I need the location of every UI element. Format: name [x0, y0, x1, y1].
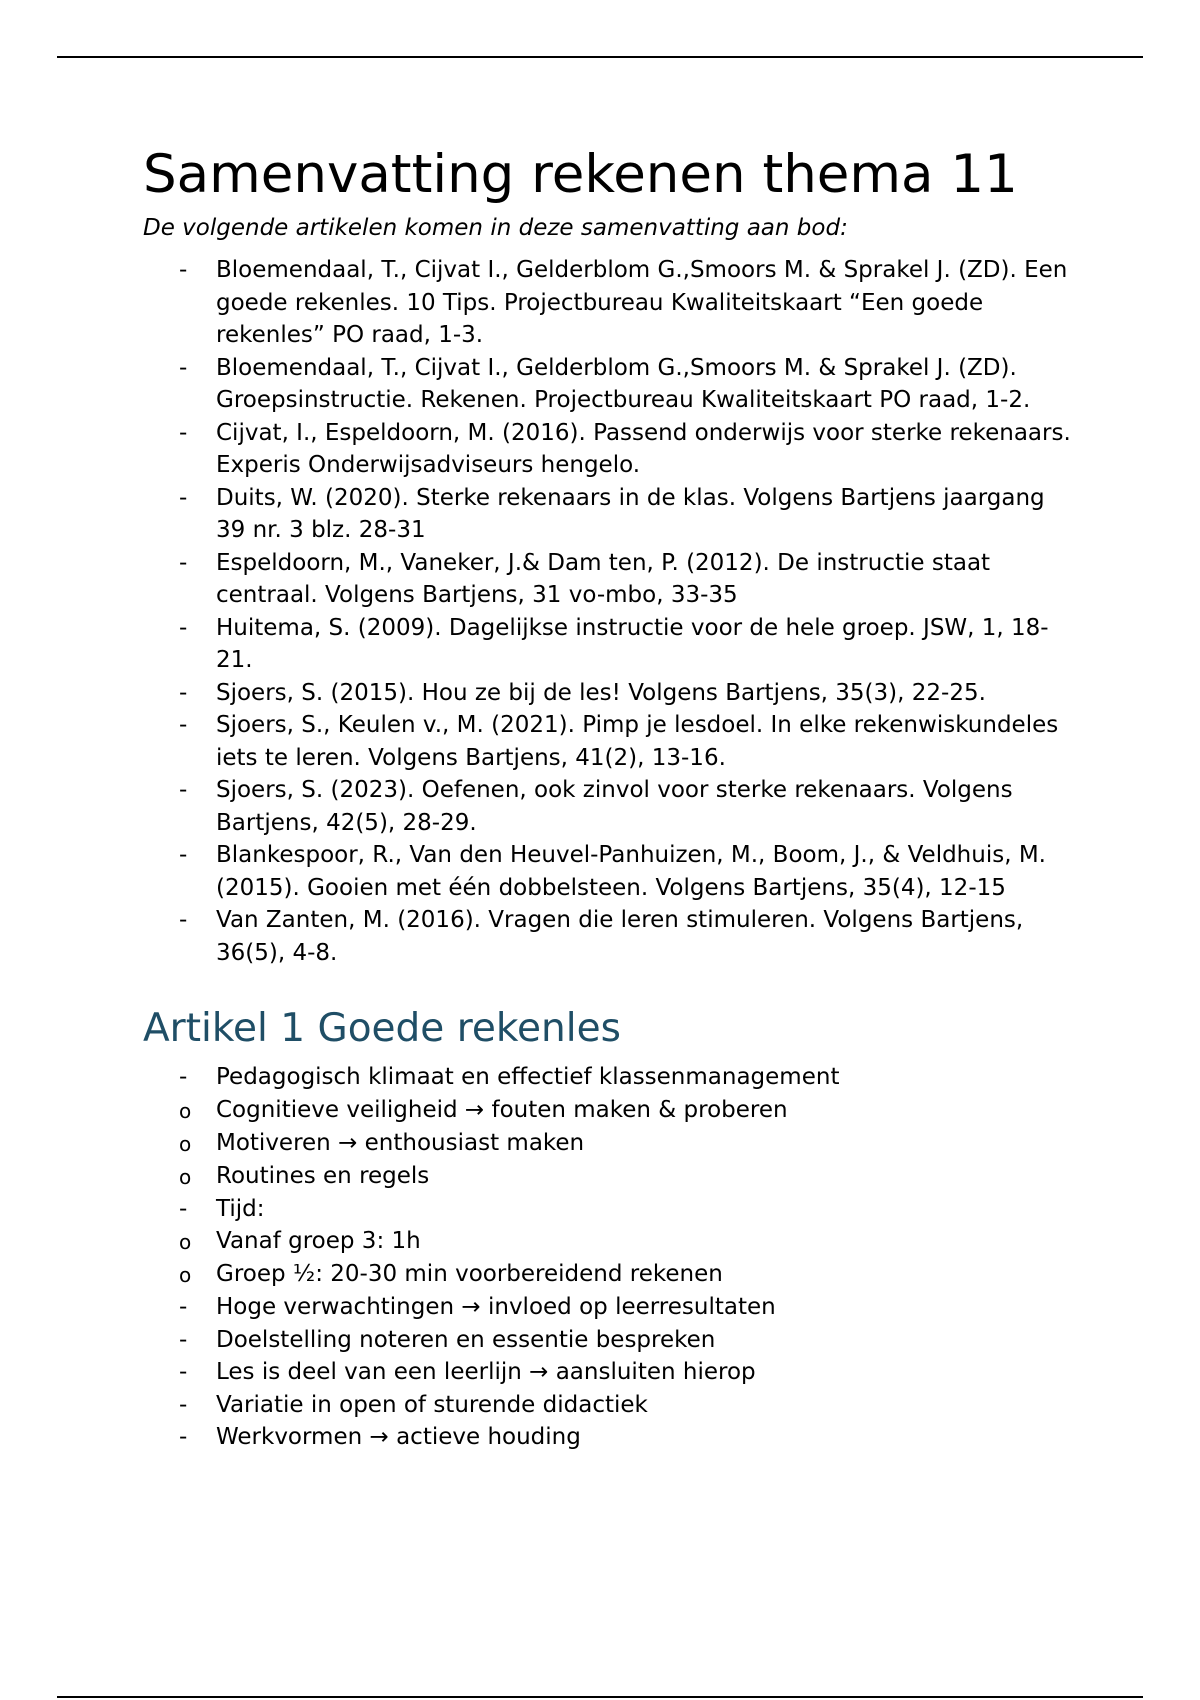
- circle-bullet: o: [179, 1230, 192, 1254]
- dash-bullet: -: [179, 354, 188, 381]
- document-body: [143, 138, 1073, 1454]
- dash-bullet: -: [179, 712, 188, 738]
- sub-point-item: [143, 1160, 1073, 1193]
- dash-bullet: -: [179, 1424, 188, 1450]
- reference-item: [143, 677, 1073, 710]
- circle-bullet: o: [179, 1131, 192, 1156]
- point-text: Variatie in open of sturende didactiek: [216, 1391, 648, 1418]
- reference-text: Bloemendaal, T., Cijvat I., Gelderblom G.,Smoors M. & Sprakel J. (ZD). Een goede rekenles. 10 Tips. Projectbureau Kwaliteitskaart “Een goede rekenles” PO raad, 1-3.: [216, 257, 1068, 348]
- reference-item: [143, 904, 1073, 969]
- dash-bullet: -: [179, 614, 188, 641]
- page-subtitle: De volgende artikelen komen in deze samenvatting aan bod:: [143, 215, 848, 241]
- reference-text: Cijvat, I., Espeldoorn, M. (2016). Passend onderwijs voor sterke rekenaars. Experis Onderwijsadviseurs hengelo.: [216, 419, 1071, 478]
- section-point-list: [143, 1061, 1073, 1094]
- header-rule: [57, 56, 1143, 58]
- reference-item: [143, 774, 1073, 839]
- point-item: [143, 1061, 1073, 1094]
- reference-text: Duits, W. (2020). Sterke rekenaars in de klas. Volgens Bartjens jaargang 39 nr. 3 blz. 28-31: [216, 484, 1045, 543]
- sub-point-item: [143, 1094, 1073, 1127]
- reference-item: [143, 352, 1073, 417]
- point-item: [143, 1291, 1073, 1324]
- dash-bullet: -: [179, 842, 188, 868]
- point-text: Hoge verwachtingen → invloed op leerresultaten: [216, 1294, 776, 1320]
- dash-bullet: -: [179, 1195, 188, 1222]
- reference-text: Sjoers, S. (2023). Oefenen, ook zinvol voor sterke rekenaars. Volgens Bartjens, 42(5), 28-29.: [216, 777, 1013, 836]
- reference-item: [143, 547, 1073, 612]
- reference-item: [143, 254, 1073, 352]
- reference-item: [143, 709, 1073, 774]
- dash-bullet: -: [179, 777, 188, 803]
- dash-bullet: -: [179, 419, 188, 446]
- point-text: Pedagogisch klimaat en effectief klassenmanagement: [216, 1064, 840, 1090]
- dash-bullet: -: [179, 257, 188, 283]
- point-text: Tijd:: [216, 1195, 265, 1222]
- sub-point-text: Cognitieve veiligheid → fouten maken & proberen: [216, 1096, 788, 1123]
- sub-point-text: Routines en regels: [216, 1162, 430, 1189]
- circle-bullet: o: [179, 1164, 192, 1189]
- circle-bullet: o: [179, 1263, 192, 1287]
- reference-text: Espeldoorn, M., Vaneker, J.& Dam ten, P. (2012). De instructie staat centraal. Volgens Bartjens, 31 vo-mbo, 33-35: [216, 549, 991, 608]
- reference-item: [143, 839, 1073, 904]
- page-title: Samenvatting rekenen thema 11: [143, 144, 1018, 205]
- sub-point-item: [143, 1225, 1073, 1258]
- circle-bullet: o: [179, 1098, 192, 1123]
- sub-point-item: [143, 1127, 1073, 1160]
- reference-text: Huitema, S. (2009). Dagelijkse instructie voor de hele groep. JSW, 1, 18-21.: [216, 614, 1049, 673]
- dash-bullet: -: [179, 679, 188, 706]
- point-item: [143, 1356, 1073, 1389]
- point-text: Les is deel van een leerlijn → aansluiten hierop: [216, 1359, 756, 1385]
- reference-item: [143, 612, 1073, 677]
- section-heading: Artikel 1 Goede rekenles: [143, 1006, 621, 1051]
- reference-item: [143, 482, 1073, 547]
- section-point-list: [143, 1291, 1073, 1454]
- point-item: [143, 1324, 1073, 1357]
- reference-list: [143, 254, 1073, 969]
- reference-text: Sjoers, S. (2015). Hou ze bij de les! Volgens Bartjens, 35(3), 22-25.: [216, 679, 986, 706]
- dash-bullet: -: [179, 549, 188, 576]
- sub-point-item: [143, 1258, 1073, 1291]
- section-point-list: [143, 1193, 1073, 1226]
- dash-bullet: -: [179, 907, 188, 933]
- point-item: [143, 1421, 1073, 1454]
- sub-point-text: Groep ½: 20-30 min voorbereidend rekenen: [216, 1261, 723, 1287]
- sub-point-text: Motiveren → enthousiast maken: [216, 1129, 585, 1156]
- sub-point-list: [143, 1094, 1073, 1193]
- point-text: Werkvormen → actieve houding: [216, 1424, 581, 1450]
- dash-bullet: -: [179, 1294, 188, 1320]
- footer-rule: [57, 1696, 1143, 1698]
- reference-text: Blankespoor, R., Van den Heuvel-Panhuizen, M., Boom, J., & Veldhuis, M. (2015). Gooien met één dobbelsteen. Volgens Bartjens, 35(4), 12-15: [216, 842, 1046, 901]
- point-item: [143, 1193, 1073, 1226]
- dash-bullet: -: [179, 484, 188, 511]
- dash-bullet: -: [179, 1064, 188, 1090]
- point-text: Doelstelling noteren en essentie bespreken: [216, 1326, 716, 1353]
- sub-point-list: [143, 1225, 1073, 1291]
- reference-text: Bloemendaal, T., Cijvat I., Gelderblom G.,Smoors M. & Sprakel J. (ZD). Groepsinstructie. Rekenen. Projectbureau Kwaliteitskaart PO raad, 1-2.: [216, 354, 1031, 413]
- point-item: [143, 1389, 1073, 1422]
- reference-text: Sjoers, S., Keulen v., M. (2021). Pimp je lesdoel. In elke rekenwiskundeles iets te leren. Volgens Bartjens, 41(2), 13-16.: [216, 712, 1059, 771]
- dash-bullet: -: [179, 1359, 188, 1385]
- sub-point-text: Vanaf groep 3: 1h: [216, 1228, 421, 1254]
- dash-bullet: -: [179, 1326, 188, 1353]
- reference-item: [143, 417, 1073, 482]
- dash-bullet: -: [179, 1391, 188, 1418]
- reference-text: Van Zanten, M. (2016). Vragen die leren stimuleren. Volgens Bartjens, 36(5), 4-8.: [216, 907, 1024, 966]
